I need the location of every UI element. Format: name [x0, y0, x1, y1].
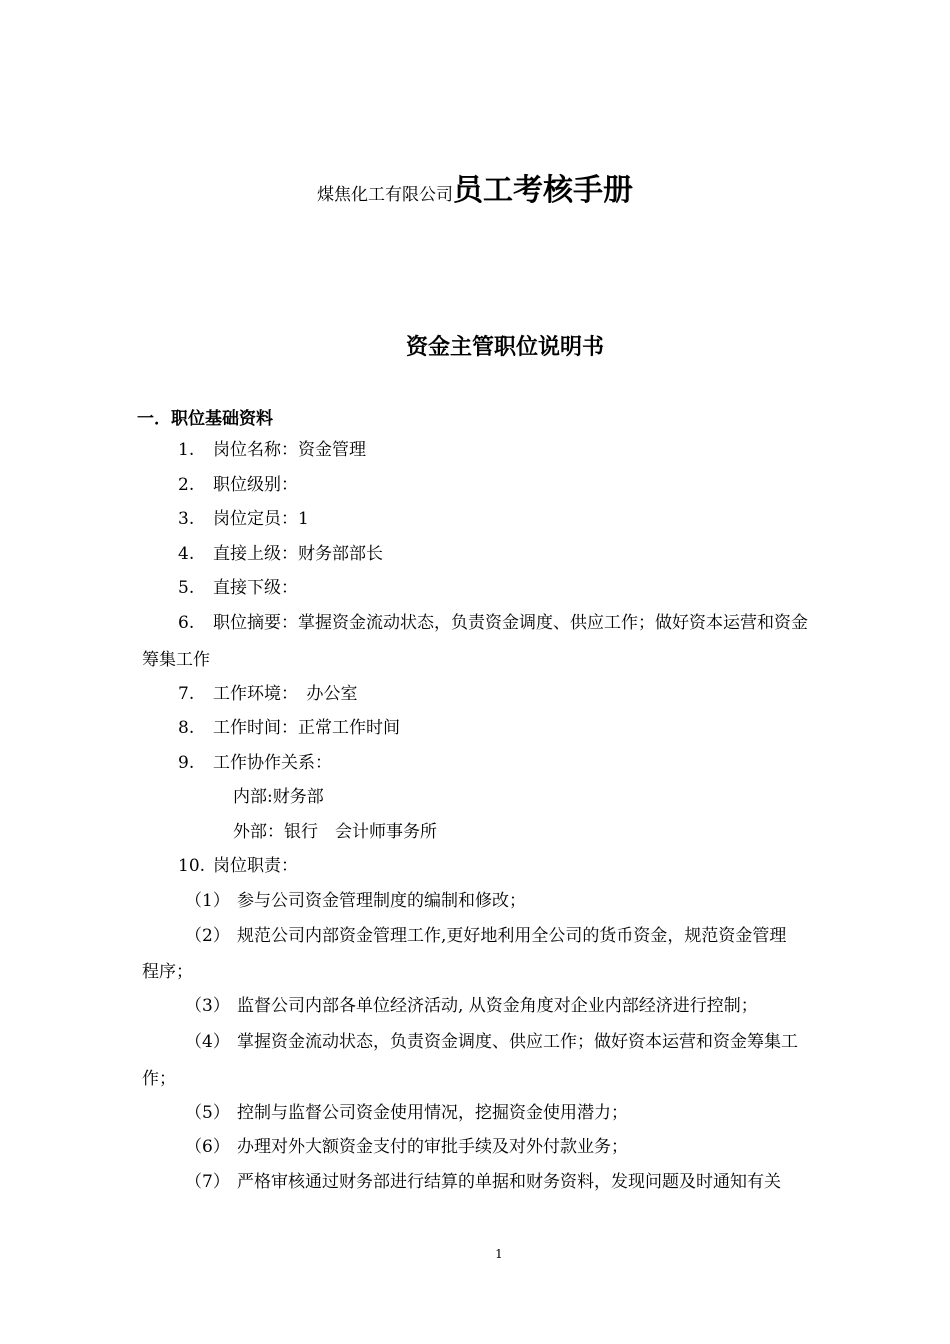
duty-continuation: 程序；	[142, 962, 193, 982]
item-text: 岗位定员：1	[213, 509, 309, 529]
section-heading: 一．职位基础资料	[137, 409, 273, 429]
document-title: 资金主管职位说明书	[405, 335, 604, 360]
item-number: 9.	[178, 753, 195, 773]
list-item	[178, 474, 298, 496]
item-text: 职位摘要：掌握资金流动状态，负责资金调度、供应工作；做好资本运营和资金	[213, 613, 808, 633]
list-item	[178, 855, 298, 877]
handbook-header	[0, 165, 950, 209]
list-item	[178, 543, 383, 565]
item-text: 直接上级：财务部部长	[213, 544, 383, 564]
company-name: 煤焦化工有限公司	[317, 185, 453, 205]
list-item	[178, 752, 332, 774]
item-number: 7.	[178, 684, 195, 704]
duty-number: （5）	[185, 1103, 230, 1123]
item-text: 工作时间：正常工作时间	[213, 718, 400, 738]
relation-external: 外部：银行 会计师事务所	[233, 822, 437, 842]
item-number: 10.	[178, 856, 206, 876]
duty-text: 办理对外大额资金支付的审批手续及对外付款业务；	[237, 1137, 628, 1157]
list-item	[178, 612, 808, 634]
page-number: 1	[495, 1247, 503, 1261]
duty-text: 掌握资金流动状态，负责资金调度、供应工作；做好资本运营和资金筹集工	[237, 1032, 798, 1052]
duty-item	[185, 890, 526, 912]
duty-continuation: 作；	[142, 1069, 176, 1089]
duty-number: （2）	[185, 926, 230, 946]
duty-number: （7）	[185, 1172, 230, 1192]
list-item	[178, 717, 400, 739]
duty-number: （3）	[185, 996, 230, 1016]
item-number: 4.	[178, 544, 195, 564]
list-item	[178, 577, 298, 599]
relation-internal: 内部:财务部	[233, 787, 324, 807]
item-number: 1.	[178, 440, 195, 460]
duty-text: 参与公司资金管理制度的编制和修改；	[237, 891, 526, 911]
duty-item	[185, 1102, 628, 1124]
item-text: 工作环境： 办公室	[213, 684, 358, 704]
duty-item	[185, 1171, 781, 1193]
item-text: 职位级别：	[213, 475, 298, 495]
duty-item	[185, 995, 758, 1017]
duty-item	[185, 1031, 798, 1053]
item-number: 2.	[178, 475, 195, 495]
list-item	[178, 683, 358, 705]
duty-text: 规范公司内部资金管理工作,更好地利用全公司的货币资金，规范资金管理	[237, 926, 787, 946]
item-text: 直接下级：	[213, 578, 298, 598]
item-number: 5.	[178, 578, 195, 598]
item-text: 工作协作关系：	[213, 753, 332, 773]
item-continuation: 筹集工作	[142, 650, 210, 670]
list-item	[178, 508, 309, 530]
duty-number: （6）	[185, 1137, 230, 1157]
item-number: 6.	[178, 613, 195, 633]
duty-item	[185, 925, 786, 947]
item-number: 3.	[178, 509, 195, 529]
item-text: 岗位名称：资金管理	[213, 440, 366, 460]
duty-number: （4）	[185, 1032, 230, 1052]
duty-number: （1）	[185, 891, 230, 911]
list-item	[178, 439, 366, 461]
item-text: 岗位职责：	[213, 856, 298, 876]
item-number: 8.	[178, 718, 195, 738]
duty-text: 控制与监督公司资金使用情况，挖掘资金使用潜力；	[237, 1103, 628, 1123]
handbook-title: 员工考核手册	[453, 173, 633, 208]
duty-text: 监督公司内部各单位经济活动, 从资金角度对企业内部经济进行控制；	[237, 996, 758, 1016]
duty-text: 严格审核通过财务部进行结算的单据和财务资料，发现问题及时通知有关	[237, 1172, 781, 1192]
duty-item	[185, 1136, 628, 1158]
